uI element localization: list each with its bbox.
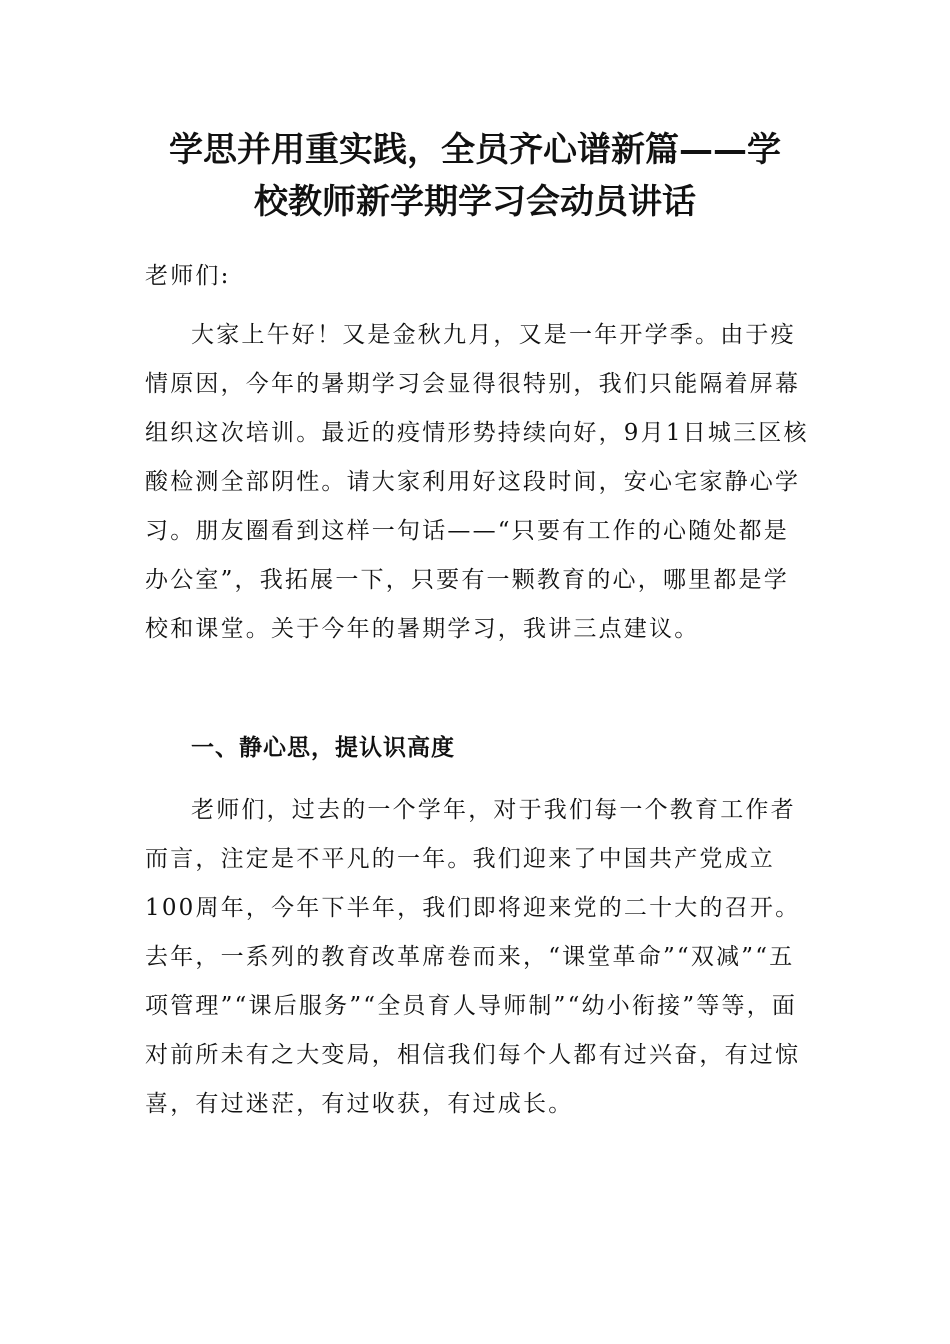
document-title-line-2: 校教师新学期学习会动员讲话 <box>254 182 696 222</box>
document-title-line-1: 学思并用重实践，全员齐心谱新篇——学 <box>169 130 781 170</box>
salutation: 老师们: <box>145 263 231 289</box>
paragraph-1: 大家上午好！又是金秋九月，又是一年开学季。由于疫情原因，今年的暑期学习会显得很特别，我们只能隔着屏幕组织这次培训。最近的疫情形势持续向好，9月1日城三区核酸检测全部阴性。请大家利用好这段时间，安心宅家静心学习。朋友圈看到这样一句话——“只要有工作的心随处都是办公室”，我拓展一下，只要有一颗教育的心，哪里都是学校和课堂。关于今年的暑期学习，我讲三点建议。 <box>145 322 809 642</box>
document-title <box>145 124 805 228</box>
paragraph-2: 老师们，过去的一个学年，对于我们每一个教育工作者而言，注定是不平凡的一年。我们迎来了中国共产党成立100周年，今年下半年，我们即将迎来党的二十大的召开。去年，一系列的教育改革席卷而来，“课堂革命”“双减”“五项管理”“课后服务”“全员育人导师制”“幼小衔接”等等，面对前所未有之大变局，相信我们每个人都有过兴奋，有过惊喜，有过迷茫，有过收获，有过成长。 <box>145 797 801 1117</box>
section-1-heading: 一、静心思，提认识高度 <box>191 734 455 761</box>
